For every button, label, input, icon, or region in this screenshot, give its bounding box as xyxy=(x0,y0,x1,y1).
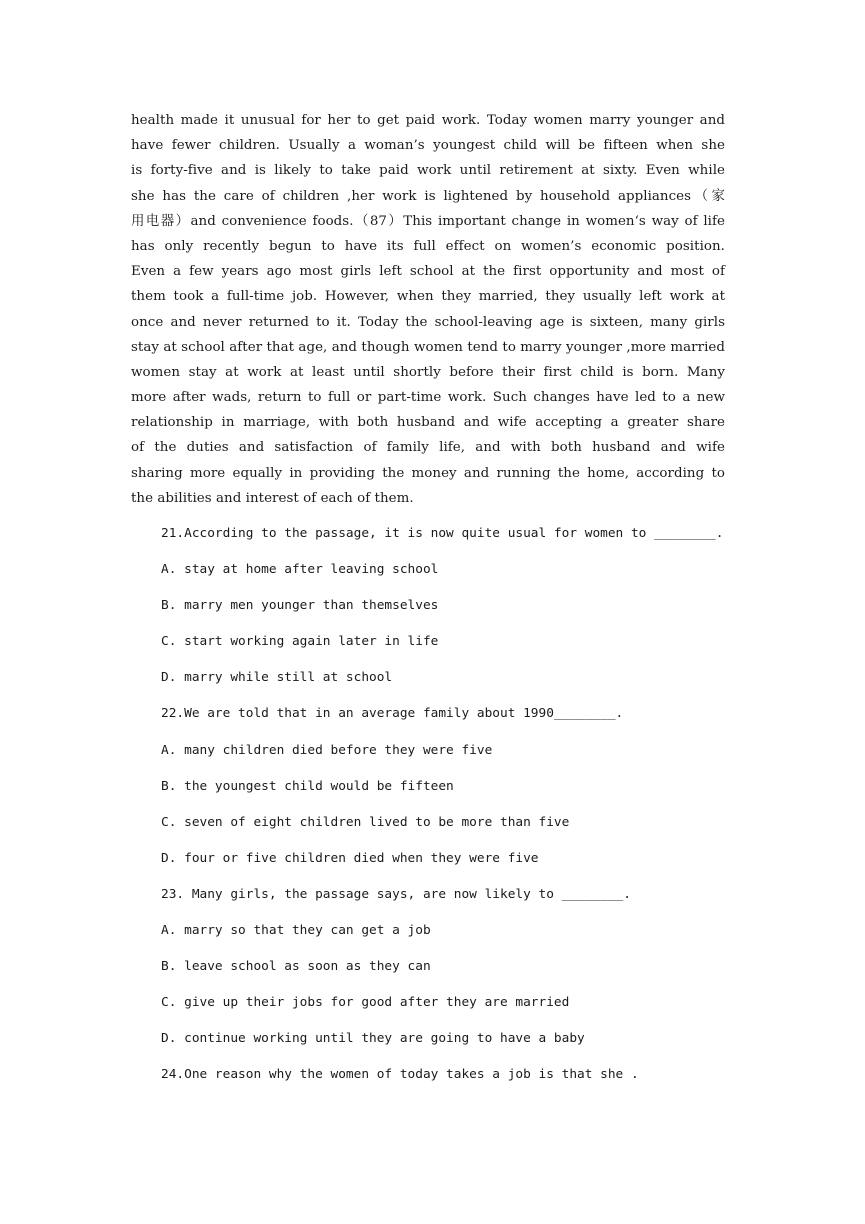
passage-line: she has the care of children ,her work is lightened by household appliances（家 xyxy=(131,188,725,204)
passage-line: the abilities and interest of each of them. xyxy=(131,490,414,506)
passage-line: have fewer children. Usually a woman’s youngest child will be fifteen when she xyxy=(131,138,725,154)
option-23-b: B. leave school as soon as they can xyxy=(161,959,431,975)
option-22-b: B. the youngest child would be fifteen xyxy=(161,778,454,794)
passage-line: sharing more equally in providing the money and running the home, according to xyxy=(131,465,725,481)
question-stem-21: 21.According to the passage, it is now quite usual for women to ________. xyxy=(161,526,724,541)
option-22-d: D. four or five children died when they were five xyxy=(161,850,539,866)
passage-line: stay at school after that age, and though women tend to marry younger ,more married xyxy=(131,339,725,355)
option-21-d: D. marry while still at school xyxy=(161,670,393,686)
passage-line: is forty-five and is likely to take paid work until retirement at sixty. Even while xyxy=(131,163,725,179)
option-21-a: A. stay at home after leaving school xyxy=(161,562,439,578)
passage-line: relationship in marriage, with both husband and wife accepting a greater share xyxy=(131,415,725,431)
question-stem-24: 24.One reason why the women of today takes a job is that she . xyxy=(161,1067,639,1083)
option-22-a: A. many children died before they were five xyxy=(161,742,493,758)
option-23-a: A. marry so that they can get a job xyxy=(161,923,431,939)
passage-line: of the duties and satisfaction of family life, and with both husband and wife xyxy=(131,440,725,456)
passage-line: Even a few years ago most girls left school at the first opportunity and most of xyxy=(131,264,725,280)
passage-line: 用电器）and convenience foods.（87）This important change in women‘s way of life xyxy=(131,213,725,229)
question-stem-22: 22.We are told that in an average family about 1990________. xyxy=(161,706,624,722)
question-list xyxy=(161,521,761,1099)
question-stem-23: 23. Many girls, the passage says, are now likely to ________. xyxy=(161,886,631,902)
passage-line: more after wads, return to full or part-time work. Such changes have led to a new xyxy=(131,390,725,406)
passage-line: them took a full-time job. However, when they married, they usually left work at xyxy=(131,289,725,305)
option-22-c: C. seven of eight children lived to be more than five xyxy=(161,814,570,830)
reading-passage xyxy=(131,108,725,511)
option-21-b: B. marry men younger than themselves xyxy=(161,598,439,614)
passage-line: once and never returned to it. Today the school-leaving age is sixteen, many girls xyxy=(131,314,725,330)
passage-line: women stay at work at least until shortly before their first child is born. Many xyxy=(131,364,725,380)
passage-line: health made it unusual for her to get paid work. Today women marry younger and xyxy=(131,113,725,128)
passage-line: has only recently begun to have its full effect on women’s economic position. xyxy=(131,238,725,254)
option-21-c: C. start working again later in life xyxy=(161,634,439,650)
option-23-d: D. continue working until they are going to have a baby xyxy=(161,1031,585,1047)
option-23-c: C. give up their jobs for good after they are married xyxy=(161,995,570,1011)
